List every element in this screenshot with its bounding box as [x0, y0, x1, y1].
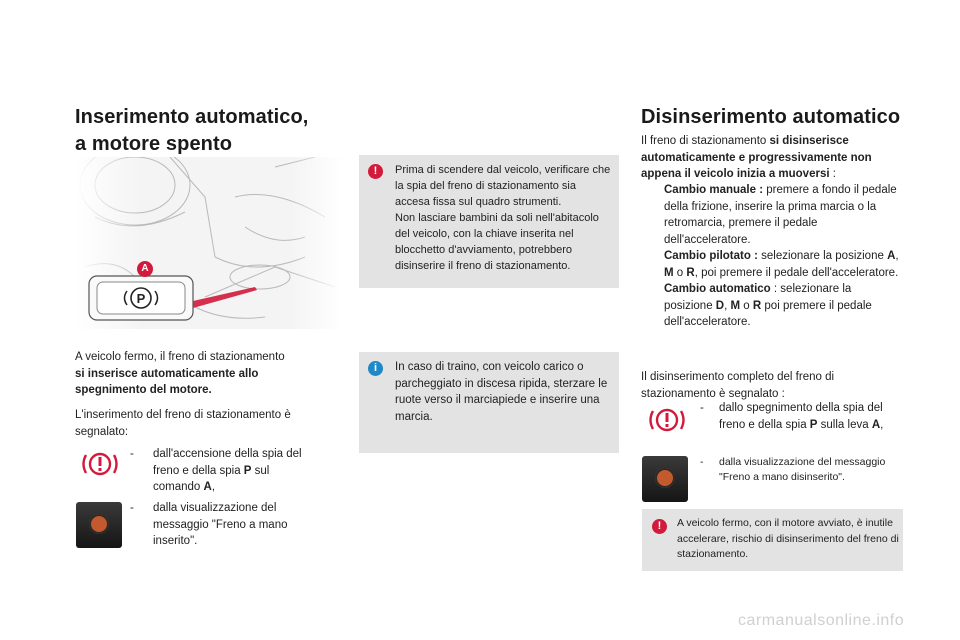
left-item1-text — [153, 446, 318, 496]
right-intro-a: Il freno di stazionamento — [641, 135, 770, 147]
svg-text:P: P — [136, 291, 146, 306]
left-title-line1: Inserimento automatico, — [75, 106, 309, 128]
watermark: carmanualsonline.info — [738, 612, 905, 629]
b3-text-a: : selezionare la posizione — [664, 283, 852, 312]
b3-sep: , — [724, 299, 731, 312]
right-intro — [641, 133, 903, 183]
info-note-towing — [359, 352, 619, 453]
left-title-line2: a motore spento — [75, 133, 233, 155]
bullet-marker — [641, 281, 664, 331]
bullet-automatic — [641, 281, 903, 331]
b2-sep: , — [895, 250, 899, 262]
left-para1-bold: si inserisce automaticamente allo spegnimento del motore. — [75, 367, 259, 396]
right-bullet-list — [641, 182, 903, 331]
right-item1-a: dallo spegnimento della spia del freno e della spia — [719, 402, 883, 431]
right-item2-dash: - — [700, 456, 704, 468]
right-item1-text — [719, 400, 909, 433]
right-item2-text: dalla visualizzazione del messaggio "Freno a mano disinserito". — [719, 456, 886, 483]
left-item2-dash: - — [130, 502, 134, 514]
b2-o: o — [673, 266, 687, 279]
left-section-title — [75, 104, 308, 158]
b3-r: R — [752, 299, 762, 312]
left-item1-b: sul comando — [153, 464, 270, 493]
parking-brake-released-message-icon — [642, 456, 688, 502]
right-item1-a2: A — [871, 418, 881, 431]
b3-text-b: poi premere il pedale dell'acceleratore. — [664, 299, 872, 328]
b2-label: Cambio pilotato : — [664, 250, 758, 262]
label-a-text: A — [141, 263, 149, 274]
left-item1-p: P — [243, 464, 252, 477]
bullet-pilotato — [641, 248, 903, 281]
b2-m: M — [664, 266, 674, 279]
info-note-text: In caso di traino, con veicolo carico o parcheggiato in discesa ripida, sterzare le ruote verso il marciapiede e inserire una marcia. — [395, 361, 608, 423]
b2-r: R — [686, 266, 695, 279]
warning-icon-right: ! — [652, 519, 667, 534]
b3-m: M — [730, 299, 741, 312]
left-item1-dash: - — [130, 448, 134, 460]
info-icon: i — [368, 361, 383, 376]
bullet-manual — [641, 182, 903, 248]
warning-icon: ! — [368, 164, 383, 179]
b2-a: A — [887, 250, 896, 262]
left-item1-a2: A — [203, 481, 212, 493]
label-a-badge — [137, 261, 153, 277]
right-para2: Il disinserimento completo del freno di stazionamento è segnalato : — [641, 371, 835, 400]
left-intro — [75, 349, 310, 399]
brake-warning-lamp-icon — [78, 447, 122, 481]
right-item1-b: sulla leva — [817, 418, 872, 431]
b1-label: Cambio manuale : — [664, 184, 764, 196]
brake-warning-lamp-icon-right — [645, 403, 689, 437]
b3-label: Cambio automatico — [664, 283, 771, 295]
bullet-marker — [641, 248, 664, 281]
bullet-marker — [641, 182, 664, 248]
right-section-title: Disinserimento automatico — [641, 106, 901, 128]
right-intro-c: : — [829, 168, 836, 180]
right-intro-b: si disinserisce automaticamente e progressivamente non appena il veicolo inizia a muoversi — [641, 135, 872, 180]
warning-note-text: Prima di scendere dal veicolo, verificare che la spia del freno di stazionamento sia accesa fissa sul quadro strumenti. Non lasciare bambini da soli nell'abitacolo del veicolo, con la chiave inserita nel blocchetto d'avviamento, potrebbero disinserire il freno di stazionamento. — [395, 164, 611, 272]
warning-note-accelerate — [642, 509, 903, 571]
b1-text: premere a fondo il pedale della frizione, inserire la prima marcia o la retromarcia, premere il pedale dell'acceleratore. — [664, 184, 897, 246]
right-item1-end: , — [880, 418, 884, 431]
left-item2-text: dalla visualizzazione del messaggio "Freno a mano inserito". — [153, 502, 288, 547]
right-item1-dash: - — [700, 402, 704, 414]
left-item1-end: , — [211, 481, 216, 493]
dashboard-illustration — [75, 157, 343, 329]
b3-d: D — [715, 299, 725, 312]
b2-text-a: selezionare la posizione — [757, 250, 888, 262]
parking-brake-illustration — [75, 157, 343, 329]
left-para1-normal: A veicolo fermo, il freno di stazionamento — [75, 351, 285, 363]
b2-text-b: , poi premere il pedale dell'acceleratore. — [694, 266, 899, 279]
parking-brake-message-icon — [76, 502, 122, 548]
warning-note-accelerate-text: A veicolo fermo, con il motore avviato, è inutile accelerare, rischio di disinserimento del freno di stazionamento. — [677, 517, 899, 560]
b3-o: o — [740, 299, 753, 312]
left-item1-a: dall'accensione della spia del freno e della spia — [153, 448, 302, 477]
warning-note-exit-vehicle — [359, 155, 619, 288]
left-para2: L'inserimento del freno di stazionamento è segnalato: — [75, 409, 291, 438]
right-item1-p: P — [809, 418, 818, 431]
